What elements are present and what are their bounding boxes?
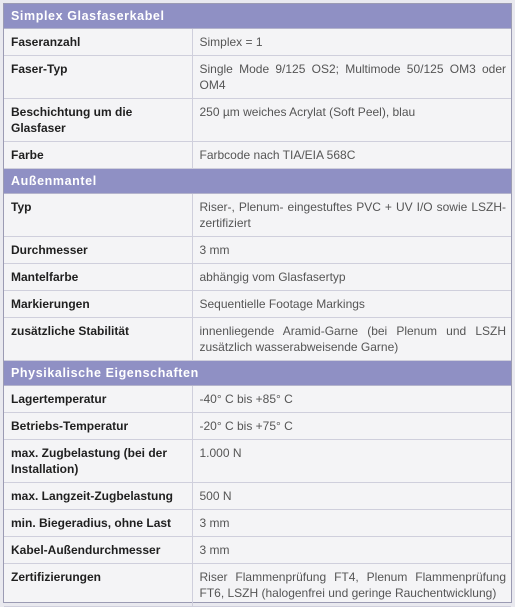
row-label: Durchmesser <box>4 237 192 264</box>
row-label: Faseranzahl <box>4 29 192 56</box>
row-value: Farbcode nach TIA/EIA 568C <box>192 142 511 169</box>
section-title: Simplex Glasfaserkabel <box>4 4 511 29</box>
row-value: Riser-, Plenum- eingestuftes PVC + UV I/O sowie LSZH-zertifiziert <box>192 194 511 237</box>
table-row <box>4 237 511 264</box>
row-label: zusätzliche Stabilität <box>4 318 192 361</box>
table-row <box>4 386 511 413</box>
row-value: abhängig vom Glasfasertyp <box>192 264 511 291</box>
row-value: Single Mode 9/125 OS2; Multimode 50/125 OM3 oder OM4 <box>192 56 511 99</box>
table-row <box>4 510 511 537</box>
section-header <box>4 4 511 29</box>
row-label: Beschichtung um die Glasfaser <box>4 99 192 142</box>
row-label: Farbe <box>4 142 192 169</box>
section-header <box>4 169 511 194</box>
row-label: Kabel-Außendurchmesser <box>4 537 192 564</box>
row-label: Faser-Typ <box>4 56 192 99</box>
table-row <box>4 142 511 169</box>
row-label: max. Zugbelastung (bei der Installation) <box>4 440 192 483</box>
table-row <box>4 264 511 291</box>
row-label: Mantelfarbe <box>4 264 192 291</box>
row-value: -20° C bis +75° C <box>192 413 511 440</box>
row-label: Lagertemperatur <box>4 386 192 413</box>
row-value: 500 N <box>192 483 511 510</box>
section-title: Physikalische Eigenschaften <box>4 361 511 386</box>
spec-table <box>4 4 511 607</box>
row-label: Markierungen <box>4 291 192 318</box>
table-row <box>4 440 511 483</box>
row-value: Sequentielle Footage Markings <box>192 291 511 318</box>
table-row <box>4 56 511 99</box>
row-label: Zertifizierungen <box>4 564 192 607</box>
table-row <box>4 537 511 564</box>
table-row <box>4 99 511 142</box>
table-row <box>4 564 511 607</box>
table-row <box>4 29 511 56</box>
row-value: Riser Flammenprüfung FT4, Plenum Flammenprüfung FT6, LSZH (halogenfrei und geringe Rauchentwicklung) <box>192 564 511 607</box>
row-label: min. Biegeradius, ohne Last <box>4 510 192 537</box>
section-title: Außenmantel <box>4 169 511 194</box>
row-value: 1.000 N <box>192 440 511 483</box>
table-row <box>4 318 511 361</box>
table-row <box>4 194 511 237</box>
spec-sheet <box>3 3 512 603</box>
row-label: Typ <box>4 194 192 237</box>
row-value: 3 mm <box>192 537 511 564</box>
row-value: Simplex = 1 <box>192 29 511 56</box>
row-value: 250 µm weiches Acrylat (Soft Peel), blau <box>192 99 511 142</box>
table-row <box>4 291 511 318</box>
row-value: -40° C bis +85° C <box>192 386 511 413</box>
table-row <box>4 483 511 510</box>
table-row <box>4 413 511 440</box>
section-header <box>4 361 511 386</box>
row-label: Betriebs-Temperatur <box>4 413 192 440</box>
row-value: 3 mm <box>192 237 511 264</box>
row-value: 3 mm <box>192 510 511 537</box>
row-value: innenliegende Aramid-Garne (bei Plenum und LSZH zusätzlich wasserabweisende Garne) <box>192 318 511 361</box>
spec-table-body <box>4 4 511 607</box>
row-label: max. Langzeit-Zugbelastung <box>4 483 192 510</box>
